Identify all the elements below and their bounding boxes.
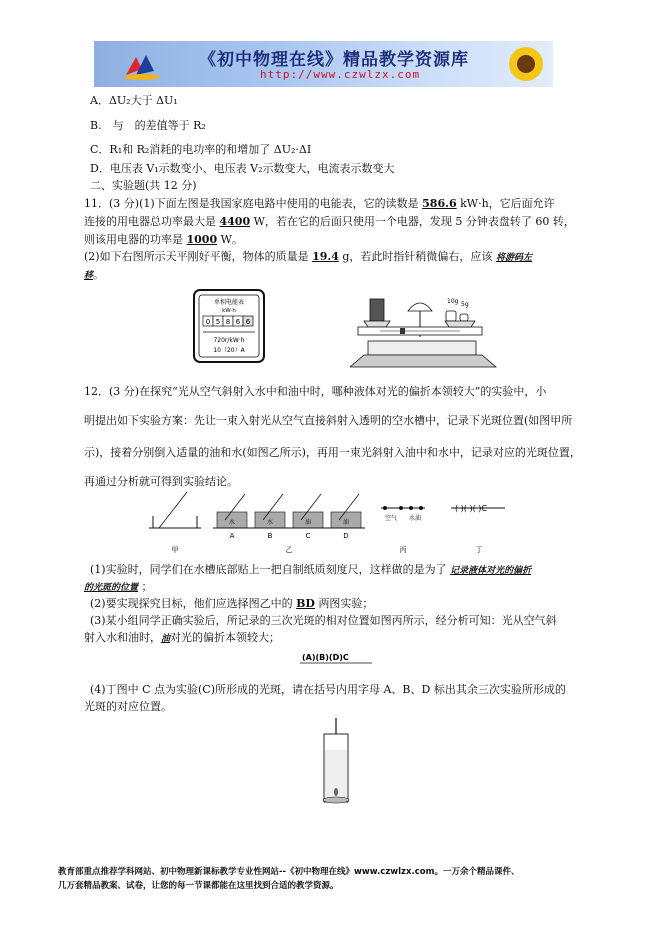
- answer-handwritten: 记录液体对光的偏折: [450, 566, 532, 576]
- beaker-label: 水: [266, 519, 274, 526]
- q12-text: 两图实验；: [318, 597, 374, 610]
- weight-label: 5g: [461, 301, 469, 308]
- answer-reading: 586.6: [422, 197, 457, 210]
- beaker-label: 水: [228, 519, 236, 526]
- section-heading: 二、实验题(共 12 分): [90, 179, 197, 192]
- meter-rating: 10（20）A: [213, 347, 245, 354]
- answer-handwritten: 移: [84, 271, 94, 281]
- q12-4a: (4)丁图中 C 点为实验(C)所形成的光斑，请在括号内用字母 A、B、D 标出其余三次实验所形成的: [90, 683, 566, 696]
- q11-line2: [84, 213, 575, 229]
- q11-line5: [84, 266, 104, 282]
- q12-3b: [84, 629, 280, 645]
- weight-10g: [446, 311, 456, 321]
- tube-figure: [318, 716, 354, 808]
- caption: 丙: [399, 546, 407, 554]
- meter-unit: kW·h: [222, 308, 236, 314]
- q11-text: 连接的用电器总功率最大是: [84, 215, 216, 228]
- q11-text: 。: [93, 268, 105, 281]
- meter-digit: 8: [225, 318, 231, 326]
- rider: [400, 328, 405, 334]
- meter-rate: 720r/kW·h: [213, 337, 245, 344]
- ding-label: ( )( )( )C: [455, 504, 487, 513]
- meter-title: 单相电能表: [213, 299, 245, 306]
- option-c: C．R₁和 R₂消耗的电功率的和增加了 ΔU₂·ΔI: [90, 143, 312, 156]
- beaker-label: 油: [342, 519, 350, 526]
- option-b: B. 与 的差值等于 R₂: [90, 119, 206, 132]
- caption: 甲: [171, 546, 179, 554]
- balance-figure: [350, 289, 500, 369]
- meter-digit: 5: [215, 318, 221, 326]
- q12-1b: [84, 578, 153, 594]
- q11-line1: [84, 195, 555, 211]
- answer-bd: BD: [296, 597, 315, 610]
- meter-digit: 0: [205, 318, 211, 326]
- weight-5g: [460, 314, 468, 321]
- meter-digits: [203, 316, 253, 326]
- answer-handwritten: 的光斑的位置: [84, 583, 139, 593]
- meter-digit: 6: [245, 318, 251, 326]
- object-block: [370, 299, 384, 321]
- energy-meter-figure: [193, 289, 265, 363]
- option-a: A．ΔU₂大于 ΔU₁: [90, 94, 178, 107]
- banner-title: 《初中物理在线》精品教学资源库: [199, 50, 469, 70]
- bing-label: 水油: [408, 515, 422, 522]
- q12-text: 对光的偏折本领较大；: [170, 631, 281, 644]
- beaker-letter: B: [267, 532, 273, 540]
- q12-line1: 12．(3 分)在探究“光从空气斜射入水中和油中时，哪种液体对光的偏折本领较大”的实验中，小: [84, 385, 547, 398]
- answer-spots: (A)(B)(D)C: [302, 653, 349, 662]
- figure-yi: [213, 494, 365, 540]
- beaker-letter: C: [305, 532, 311, 540]
- q11-line3: [84, 231, 243, 247]
- site-logo-icon: [122, 49, 162, 81]
- beaker-label: 油: [304, 519, 312, 526]
- experiment-figures: [145, 486, 525, 554]
- q12-line3: 示)，接着分别倒入适量的油和水(如图乙所示)，再用一束光斜射入油中和水中，记录对应的光斑位置，: [84, 446, 581, 459]
- q11-text: kW·h，它后面允许: [460, 197, 555, 210]
- footer-line1: 教育部重点推荐学科网站、初中物理新课标教学专业性网站--《初中物理在线》www.czwlzx.com。一万余个精品课件、: [58, 867, 520, 877]
- q11-line4: [84, 248, 532, 264]
- q12-2: [90, 595, 373, 611]
- q12-text: ；: [141, 580, 153, 593]
- figure-ding: [451, 504, 505, 513]
- q11-text: 11．(3 分)(1)下面左图是我国家庭电路中使用的电能表，它的读数是: [84, 197, 419, 210]
- q12-line4: 再通过分析就可得到实验结论。: [84, 475, 238, 488]
- sunflower-icon: [502, 43, 550, 85]
- q12-1: [90, 561, 531, 577]
- header-banner: [94, 41, 553, 87]
- q11-text: W，若在它的后面只使用一个电器，发现 5 分钟表盘转了 60 转，: [253, 215, 575, 228]
- q11-text: 则该用电器的功率是: [84, 233, 183, 246]
- q11-text: W。: [220, 233, 243, 246]
- footer-line2: 几万套精品教案、试卷，让您的每一节课都能在这里找到合适的教学资源。: [58, 881, 339, 891]
- answer-mass: 19.4: [312, 250, 339, 263]
- q11-text: g，若此时指针稍微偏右，应该: [342, 250, 493, 263]
- q12-4b: 光斑的对应位置。: [84, 700, 172, 713]
- figure-jia: [149, 492, 201, 528]
- caption: 丁: [475, 546, 483, 554]
- balance-base: [368, 341, 476, 355]
- bing-label: 空气: [384, 515, 398, 522]
- answer-max-power: 4400: [219, 215, 251, 228]
- q12-text: 射入水和油时，: [84, 631, 161, 644]
- weight-label: 10g: [447, 298, 459, 305]
- beaker-letter: A: [229, 532, 235, 540]
- answer-handwritten: 将游码左: [495, 253, 532, 263]
- q12-text: (2)要实现探究目标，他们应选择图乙中的: [90, 597, 293, 610]
- q12-3a: (3)某小组同学正确实验后，所记录的三次光斑的相对位置如图丙所示，经分析可知：光从空气斜: [90, 614, 557, 627]
- option-d: D．电压表 V₁示数变小、电压表 V₂示数变大，电流表示数变大: [90, 162, 395, 175]
- q12-text: (1)实验时，同学们在水槽底部贴上一把自制纸质刻度尺，这样做的是为了: [90, 563, 447, 576]
- q12-line2: 明提出如下实验方案：先让一束入射光从空气直接斜射入透明的空水槽中，记录下光斑位置(如图甲所: [84, 414, 573, 427]
- beaker-letter: D: [343, 532, 349, 540]
- figure-bing: [381, 506, 425, 522]
- banner-url[interactable]: http://www.czwlzx.com: [260, 68, 421, 81]
- answer-spots-figure: [296, 648, 376, 670]
- answer-oil: 油: [161, 634, 171, 644]
- answer-power: 1000: [186, 233, 218, 246]
- q11-text: (2)如下右图所示天平刚好平衡，物体的质量是: [84, 250, 309, 263]
- meter-digit: 6: [235, 318, 241, 326]
- caption: 乙: [285, 546, 293, 554]
